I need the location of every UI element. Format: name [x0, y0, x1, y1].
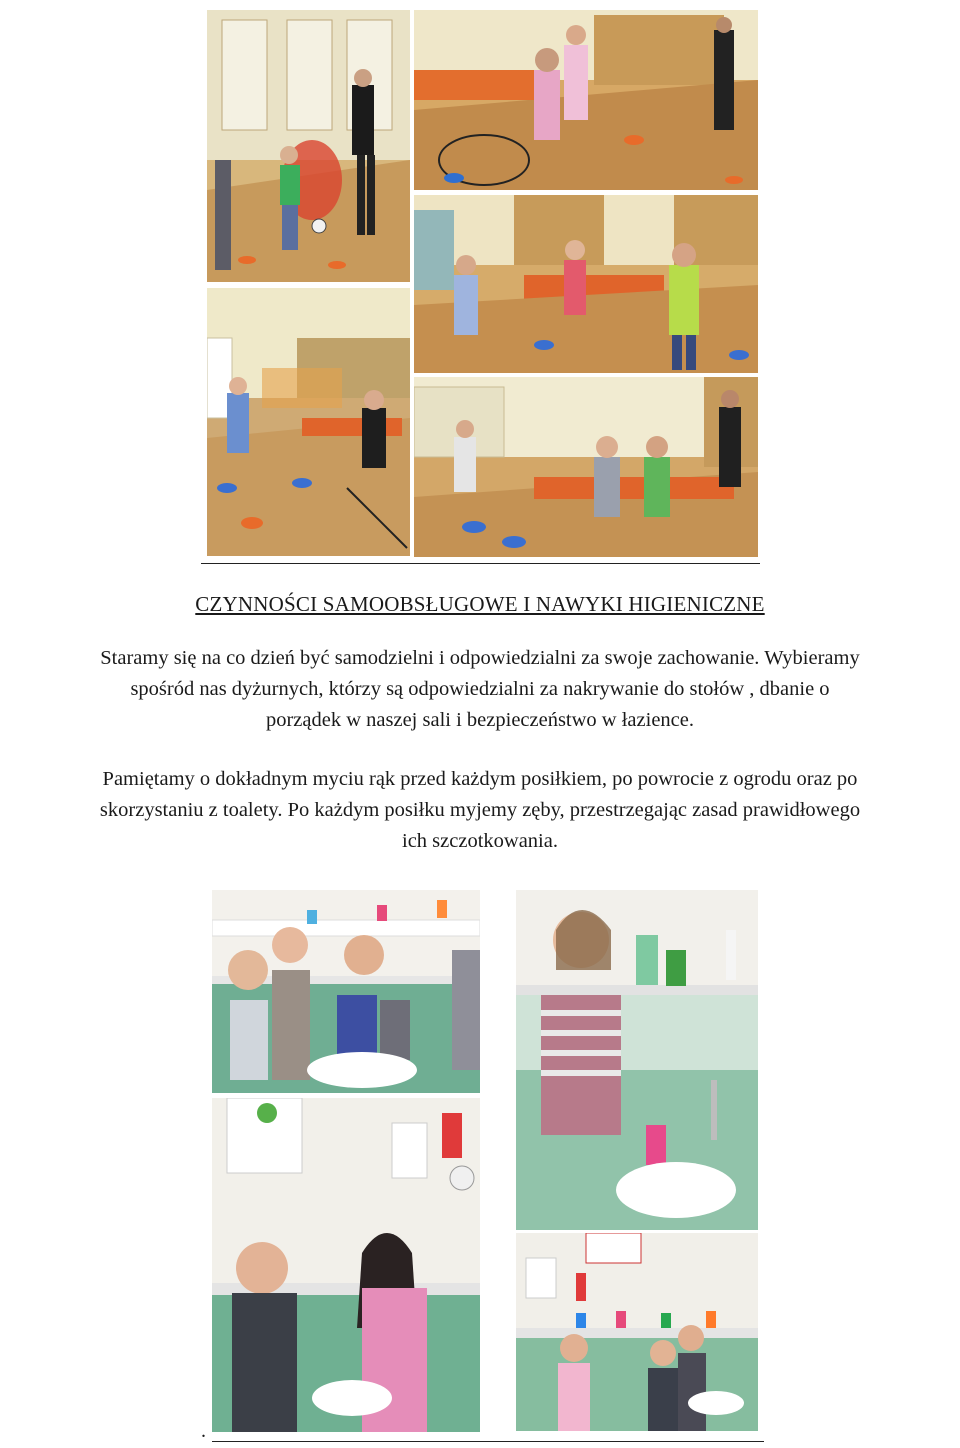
paragraph-2-line-1: Pamiętamy o dokładnym myciu rąk przed każdym posiłkiem, po powrocie z ogrodu oraz po [102, 768, 858, 790]
bathroom-photo-3 [212, 1098, 480, 1432]
collage-bottom-underline [212, 1441, 764, 1442]
paragraph-1-line-1: Staramy się na co dzień być samodzielni i odpowiedzialni za swoje zachowanie. Wybieramy [100, 647, 860, 669]
collage-top-underline [201, 563, 760, 564]
section-heading: CZYNNOŚCI SAMOOBSŁUGOWE I NAWYKI HIGIENICZNE [195, 592, 765, 616]
bathroom-photo-4 [516, 1233, 758, 1431]
trailing-period: . [201, 1420, 206, 1442]
paragraph-2-line-2: skorzystaniu z toalety. Po każdym posiłku myjemy zęby, przestrzegając zasad prawidłowego [99, 799, 861, 821]
gym-photo-2 [414, 10, 758, 190]
gym-photo-4 [207, 288, 410, 556]
paragraph-1 [0, 643, 960, 736]
paragraph-2-line-3: ich szczotkowania. [402, 830, 558, 852]
bathroom-photo-1 [212, 890, 480, 1093]
gym-photo-5 [414, 377, 758, 557]
bathroom-photo-2 [516, 890, 758, 1230]
paragraph-2 [0, 764, 960, 857]
gym-photo-3 [414, 195, 758, 373]
gym-photo-1 [207, 10, 410, 282]
paragraph-1-line-3: porządek w naszej sali i bezpieczeństwo w łazience. [265, 709, 695, 731]
paragraph-1-line-2: spośród nas dyżurnych, którzy są odpowiedzialni za nakrywanie do stołów , dbanie o [130, 678, 830, 700]
